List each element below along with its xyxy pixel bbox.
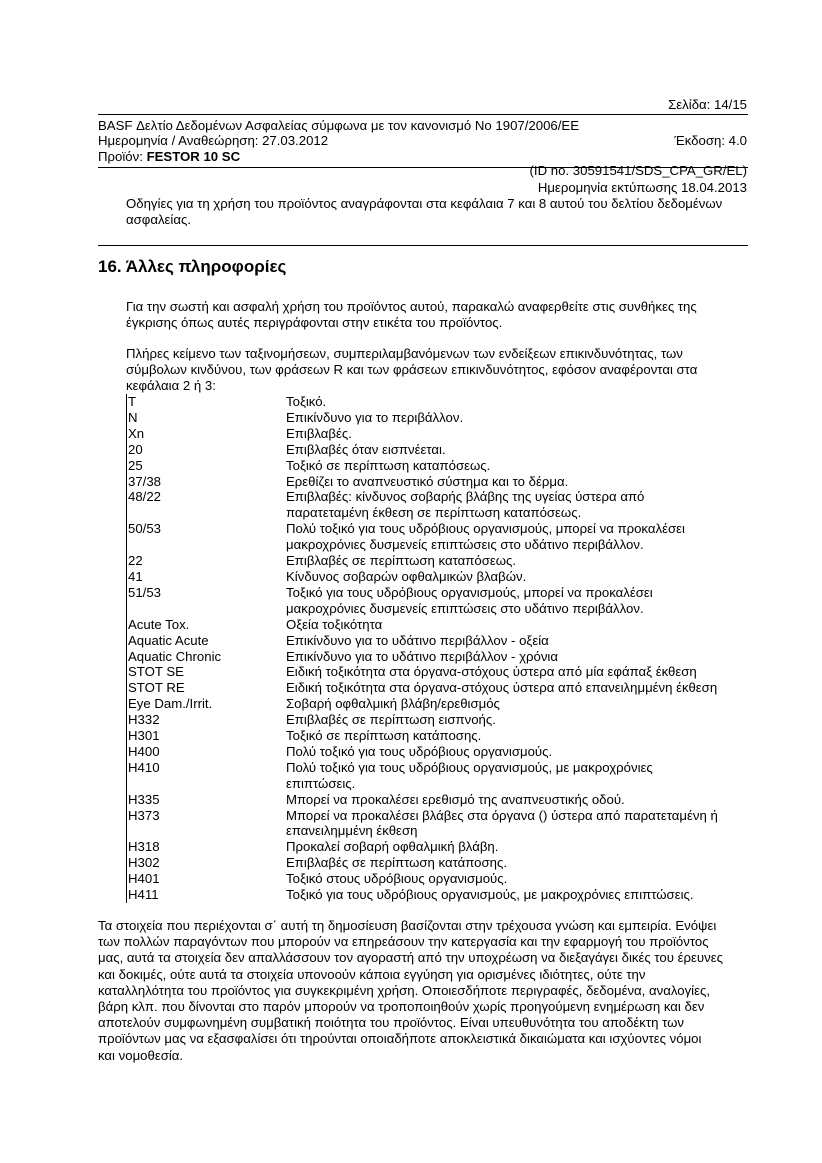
- product-label: Προϊόν:: [98, 149, 143, 164]
- code-row: [127, 744, 747, 760]
- classification-codes-table: [126, 394, 747, 903]
- description-line: παρατεταμένη έκθεση σε περίπτωση καταπόσεως.: [286, 505, 582, 521]
- description-line: Τοξικό στους υδρόβιους οργανισμούς.: [286, 871, 508, 887]
- code-row: [127, 633, 747, 649]
- code-label: Aquatic Acute: [128, 632, 209, 648]
- code-label: 25: [128, 457, 143, 473]
- code-description: [286, 394, 747, 410]
- disclaimer-paragraph: [98, 918, 723, 1064]
- intro-paragraph: [126, 299, 697, 331]
- code-description: [286, 553, 747, 569]
- header-rule-top: [98, 114, 748, 115]
- product-name: FESTOR 10 SC: [146, 149, 241, 164]
- code-description: [286, 633, 747, 649]
- code-row: [127, 521, 747, 553]
- code-description: [286, 664, 747, 680]
- description-line: Τοξικό σε περίπτωση καταπόσεως.: [286, 457, 491, 473]
- code-row: [127, 855, 747, 871]
- code-label: 41: [128, 568, 143, 584]
- code-row: [127, 474, 747, 490]
- description-line: Επιβλαβές σε περίπτωση καταπόσεως.: [286, 553, 517, 569]
- text-line: και δοκιμές, ούτε αυτά τα στοιχεία υπονοούν κάποια εγγύηση για ορισμένες ιδιότητες, ούτε την: [98, 966, 646, 982]
- code-label: H411: [128, 887, 159, 903]
- code-row: [127, 664, 747, 680]
- code-description: [286, 489, 747, 521]
- code-description: [286, 442, 747, 458]
- code-label: Xn: [128, 425, 145, 441]
- code-label: 22: [128, 553, 143, 569]
- code-label: H302: [128, 855, 160, 871]
- code-description: [286, 521, 747, 553]
- code-description: [286, 696, 747, 712]
- description-line: Μπορεί να προκαλέσει βλάβες στα όργανα () ύστερα από παρατεταμένη ή: [286, 807, 718, 823]
- description-line: Επιβλαβές σε περίπτωση εισπνοής.: [286, 712, 496, 728]
- code-row: [127, 458, 747, 474]
- code-description: [286, 569, 747, 585]
- code-description: [286, 871, 747, 887]
- code-row: [127, 442, 747, 458]
- description-line: Σοβαρή οφθαλμική βλάβη/ερεθισμός: [286, 696, 500, 712]
- description-line: Ειδική τοξικότητα στα όργανα-στόχους ύστερα από μία εφάπαξ έκθεση: [286, 664, 697, 680]
- code-label: Eye Dam./Irrit.: [128, 696, 213, 712]
- code-description: [286, 474, 747, 490]
- code-label: H401: [128, 871, 160, 887]
- code-description: [286, 585, 747, 617]
- code-row: [127, 410, 747, 426]
- code-description: [286, 680, 747, 696]
- text-line: Για την σωστή και ασφαλή χρήση του προϊόντος αυτού, παρακαλώ αναφερθείτε στις συνθήκες της: [126, 299, 697, 314]
- code-row: [127, 792, 747, 808]
- text-line: Τα στοιχεία που περιέχονται σ΄ αυτή τη δημοσίευση βασίζονται στην τρέχουσα γνώση και εμπειρία. Ενόψει: [98, 918, 717, 933]
- text-line: καταλληλότητα του προϊόντος για συγκεκριμένη χρήση. Οποιεσδήποτε περιγραφές, δεδομένα, αναλογίες,: [98, 982, 710, 998]
- product-line: [98, 149, 240, 165]
- text-line: σύμβολων κινδύνου, των φράσεων R και των φράσεων επικινδυνότητος, εφόσον αναφέρονται στα: [126, 362, 698, 378]
- code-label: STOT RE: [128, 680, 185, 696]
- code-description: [286, 458, 747, 474]
- description-line: Επιβλαβές.: [286, 425, 352, 441]
- code-row: [127, 553, 747, 569]
- text-line: ασφαλείας.: [126, 212, 191, 228]
- code-label: H410: [128, 759, 160, 775]
- code-description: [286, 712, 747, 728]
- section-rule: [98, 245, 748, 246]
- version: Έκδοση: 4.0: [674, 133, 747, 148]
- code-row: [127, 728, 747, 744]
- code-label: STOT SE: [128, 664, 184, 680]
- fulltext-paragraph: [126, 346, 697, 395]
- description-line: Τοξικό σε περίπτωση κατάποσης.: [286, 728, 482, 744]
- code-row: [127, 839, 747, 855]
- description-line: Μπορεί να προκαλέσει ερεθισμό της αναπνευστικής οδού.: [286, 791, 625, 807]
- code-description: [286, 728, 747, 744]
- carryover-paragraph: [126, 196, 722, 228]
- document-id: (ID no. 30591541/SDS_CPA_GR/EL): [529, 163, 747, 178]
- description-line: Πολύ τοξικό για τους υδρόβιους οργανισμούς.: [286, 743, 553, 759]
- code-row: [127, 617, 747, 633]
- revision-date: Ημερομηνία / Αναθεώρηση: 27.03.2012: [98, 133, 329, 148]
- code-row: [127, 887, 747, 903]
- code-row: [127, 808, 747, 840]
- code-label: H373: [128, 807, 160, 823]
- code-description: [286, 808, 747, 840]
- code-description: [286, 410, 747, 426]
- code-label: 51/53: [128, 584, 162, 600]
- page-number: Σελίδα: 14/15: [668, 97, 747, 112]
- text-line: έγκρισης όπως αυτές περιγράφονται στην ετικέτα του προϊόντος.: [126, 315, 503, 331]
- text-line: αποτελούν συμφωνημένη συμβατική ποιότητα του προϊόντος. Είναι υπευθυνότητα του αποδέκτη των: [98, 1015, 685, 1031]
- code-label: Aquatic Chronic: [128, 648, 222, 664]
- description-line: Πολύ τοξικό για τους υδρόβιους οργανισμούς, μπορεί να προκαλέσει: [286, 521, 685, 537]
- description-line: Κίνδυνος σοβαρών οφθαλμικών βλαβών.: [286, 568, 527, 584]
- code-label: T: [128, 394, 137, 409]
- text-line: των πολλών παραγόντων που μπορούν να επηρεάσουν την κατεργασία και την εφαρμογή του προϊόντος: [98, 934, 709, 950]
- code-description: [286, 617, 747, 633]
- code-row: [127, 871, 747, 887]
- text-line: Πλήρες κείμενο των ταξινομήσεων, συμπεριλαμβανόμενων των ενδείξεων επικινδυνότητας, των: [126, 346, 683, 361]
- code-description: [286, 649, 747, 665]
- code-description: [286, 792, 747, 808]
- code-description: [286, 426, 747, 442]
- code-row: [127, 394, 747, 410]
- description-line: Επιβλαβές: κίνδυνος σοβαρής βλάβης της υγείας ύστερα από: [286, 489, 645, 505]
- description-line: μακροχρόνιες δυσμενείς επιπτώσεις στο υδάτινο περιβάλλον.: [286, 537, 644, 553]
- code-label: 37/38: [128, 473, 162, 489]
- code-row: [127, 489, 747, 521]
- code-description: [286, 760, 747, 792]
- text-line: προϊόντων μας να εξασφαλίσει ότι τηρούνται οποιαδήποτε αποκλειστικά δικαιώματα και ισχύοντες νόμοι: [98, 1031, 702, 1047]
- description-line: Επιβλαβές σε περίπτωση κατάποσης.: [286, 855, 507, 871]
- description-line: Επιβλαβές όταν εισπνέεται.: [286, 441, 446, 457]
- code-row: [127, 760, 747, 792]
- description-line: Τοξικό για τους υδρόβιους οργανισμούς, με μακροχρόνιες επιπτώσεις.: [286, 887, 694, 903]
- print-date: Ημερομηνία εκτύπωσης 18.04.2013: [537, 180, 747, 195]
- description-line: Τοξικό για τους υδρόβιους οργανισμούς, μπορεί να προκαλέσει: [286, 584, 653, 600]
- code-label: H335: [128, 791, 160, 807]
- code-row: [127, 426, 747, 442]
- code-row: [127, 569, 747, 585]
- description-line: Πολύ τοξικό για τους υδρόβιους οργανισμούς, με μακροχρόνιες: [286, 759, 653, 775]
- code-label: H332: [128, 712, 160, 728]
- code-label: Acute Tox.: [128, 616, 190, 632]
- description-line: επιπτώσεις.: [286, 775, 356, 791]
- text-line: Οδηγίες για τη χρήση του προϊόντος αναγράφονται στα κεφάλαια 7 και 8 αυτού του δελτίου δεδομένων: [126, 196, 723, 211]
- description-line: μακροχρόνιες δυσμενείς επιπτώσεις στο υδάτινο περιβάλλον.: [286, 600, 644, 616]
- code-row: [127, 712, 747, 728]
- code-description: [286, 744, 747, 760]
- text-line: κεφάλαια 2 ή 3:: [126, 378, 216, 394]
- code-row: [127, 696, 747, 712]
- description-line: Οξεία τοξικότητα: [286, 616, 383, 632]
- description-line: Τοξικό.: [286, 394, 327, 409]
- description-line: Επικίνδυνο για το υδάτινο περιβάλλον - χρόνια: [286, 648, 558, 664]
- code-row: [127, 649, 747, 665]
- code-label: 50/53: [128, 521, 162, 537]
- code-description: [286, 887, 747, 903]
- code-row: [127, 585, 747, 617]
- code-row: [127, 680, 747, 696]
- description-line: Επικίνδυνο για το υδάτινο περιβάλλον - οξεία: [286, 632, 549, 648]
- description-line: Προκαλεί σοβαρή οφθαλμική βλάβη.: [286, 839, 499, 855]
- description-line: επανειλημμένη έκθεση: [286, 823, 418, 839]
- text-line: βάρη κλπ. που δίνονται στο παρόν μπορούν να τροποποιηθούν χωρίς προηγούμενη ενημέρωση και δεν: [98, 999, 705, 1015]
- code-label: H301: [128, 728, 160, 744]
- text-line: μας, αυτά τα στοιχεία δεν απαλλάσσουν τον αγοραστή από την υποχρέωση να διεξαγάγει δικές του έρευνες: [98, 950, 723, 966]
- code-label: 20: [128, 441, 143, 457]
- code-label: H400: [128, 743, 160, 759]
- section-title: 16. Άλλες πληροφορίες: [98, 257, 287, 276]
- code-description: [286, 855, 747, 871]
- code-description: [286, 839, 747, 855]
- description-line: Ειδική τοξικότητα στα όργανα-στόχους ύστερα από επανειλημμένη έκθεση: [286, 680, 718, 696]
- text-line: και νομοθεσία.: [98, 1047, 184, 1063]
- code-label: H318: [128, 839, 160, 855]
- document-title: BASF Δελτίο Δεδομένων Ασφαλείας σύμφωνα με τον κανονισμό Νο 1907/2006/ΕΕ: [98, 118, 580, 133]
- description-line: Ερεθίζει το αναπνευστικό σύστημα και το δέρμα.: [286, 473, 569, 489]
- code-label: 48/22: [128, 489, 162, 505]
- description-line: Επικίνδυνο για το περιβάλλον.: [286, 409, 464, 425]
- code-label: N: [128, 409, 138, 425]
